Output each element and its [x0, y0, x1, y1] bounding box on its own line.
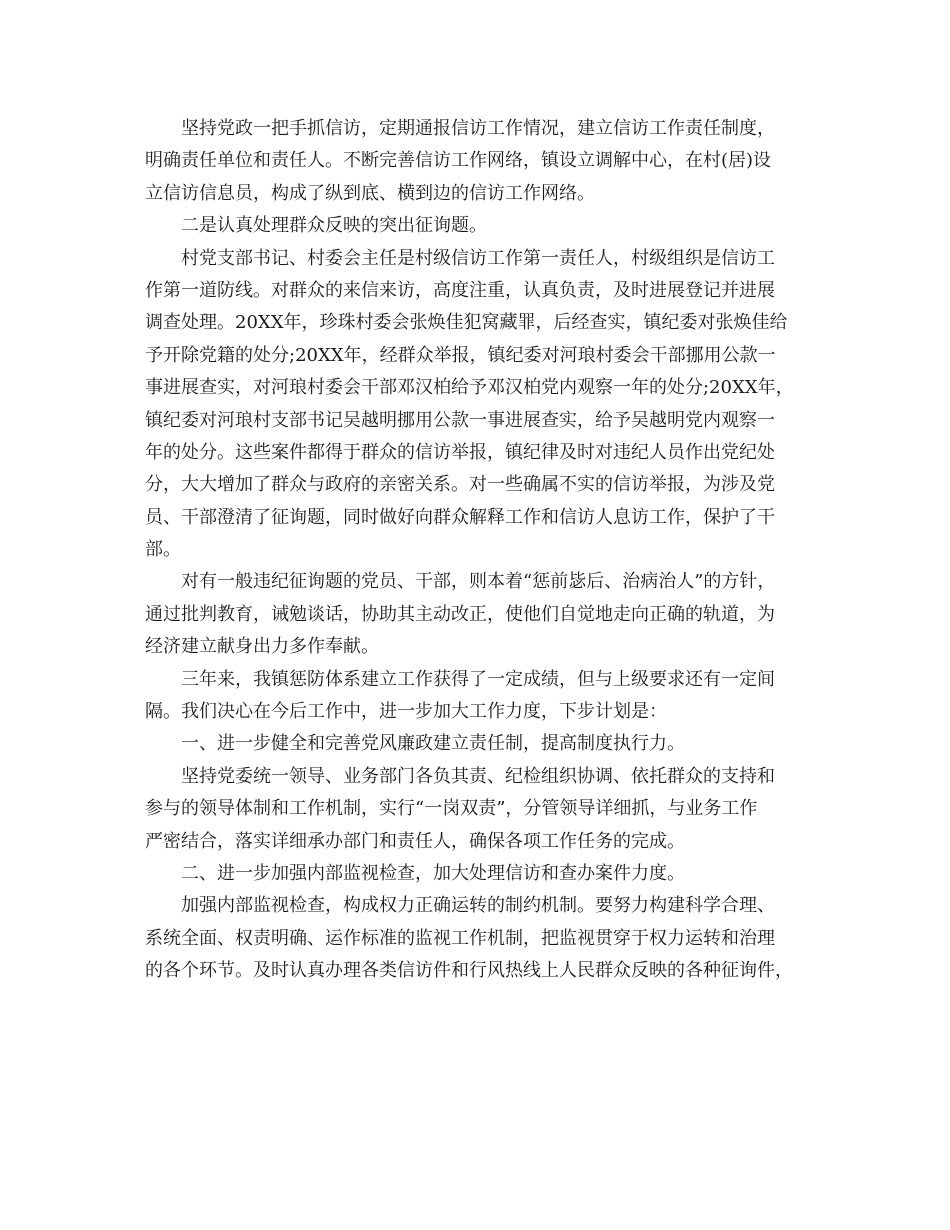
text-line: 一、进一步健全和完善党风廉政建立责任制，提高制度执行力。 [181, 733, 685, 755]
document-body [145, 113, 810, 988]
text-line: 坚持党政一把手抓信访，定期通报信访工作情况，建立信访工作责任制度， [181, 118, 775, 139]
text-line: 经济建立献身出力多作奉献。 [145, 636, 379, 658]
text-line: 通过批判教育，诫勉谈话，协助其主动改正，使他们自觉地走向正确的轨道，为 [145, 603, 775, 625]
text-line: 坚持党委统一领导、业务部门各负其责、纪检组织协调、依托群众的支持和 [181, 765, 775, 787]
text-line: 严密结合，落实详细承办部门和责任人，确保各项工作任务的完成。 [145, 830, 685, 852]
text-line: 予开除党籍的处分;20XX年，经群众举报，镇纪委对河琅村委会干部挪用公款一 [145, 344, 776, 366]
text-line: 二、进一步加强内部监视检查，加大处理信访和查办案件力度。 [181, 862, 685, 884]
text-line: 分，大大增加了群众与政府的亲密关系。对一些确属不实的信访举报，为涉及党 [145, 474, 775, 496]
text-line: 系统全面、权责明确、运作标准的监视工作机制，把监视贯穿于权力运转和治理 [145, 927, 775, 949]
text-line: 事进展查实，对河琅村委会干部邓汉柏给予邓汉柏党内观察一年的处分;20XX年， [145, 377, 794, 399]
text-line: 镇纪委对河琅村支部书记吴越明挪用公款一事进展查实，给予吴越明党内观察一 [145, 409, 775, 431]
text-line: 三年来，我镇惩防体系建立工作获得了一定成绩，但与上级要求还有一定间 [181, 668, 775, 690]
text-line: 作第一道防线。对群众的来信来访，高度注重，认真负责，及时进展登记并进展 [145, 279, 775, 301]
text-line: 加强内部监视检查，构成权力正确运转的制约机制。要努力构建科学合理、 [181, 895, 775, 917]
text-line: 年的处分。这些案件都得于群众的信访举报，镇纪律及时对违纪人员作出党纪处 [145, 441, 775, 463]
text-line: 的各个环节。及时认真办理各类信访件和行风热线上人民群众反映的各种征询件， [145, 960, 793, 982]
text-line: 明确责任单位和责任人。不断完善信访工作网络，镇设立调解中心，在村(居)设 [145, 150, 772, 172]
text-line: 二是认真处理群众反映的突出征询题。 [181, 215, 487, 237]
text-line: 对有一般违纪征询题的党员、干部，则本着“惩前毖后、治病治人”的方针， [181, 571, 776, 593]
text-line: 立信访信息员，构成了纵到底、横到边的信访工作网络。 [145, 182, 595, 204]
text-line: 村党支部书记、村委会主任是村级信访工作第一责任人，村级组织是信访工 [181, 247, 775, 269]
text-line: 部。 [145, 539, 181, 561]
text-line: 员、干部澄清了征询题，同时做好向群众解释工作和信访人息访工作，保护了干 [145, 506, 775, 528]
text-line: 参与的领导体制和工作机制，实行“一岗双责”，分管领导详细抓，与业务工作 [145, 798, 758, 820]
text-line: 调查处理。20XX年，珍珠村委会张焕佳犯窝藏罪，后经查实，镇纪委对张焕佳给 [145, 312, 788, 334]
text-line: 隔。我们决心在今后工作中，进一步加大工作力度，下步计划是： [145, 701, 667, 723]
